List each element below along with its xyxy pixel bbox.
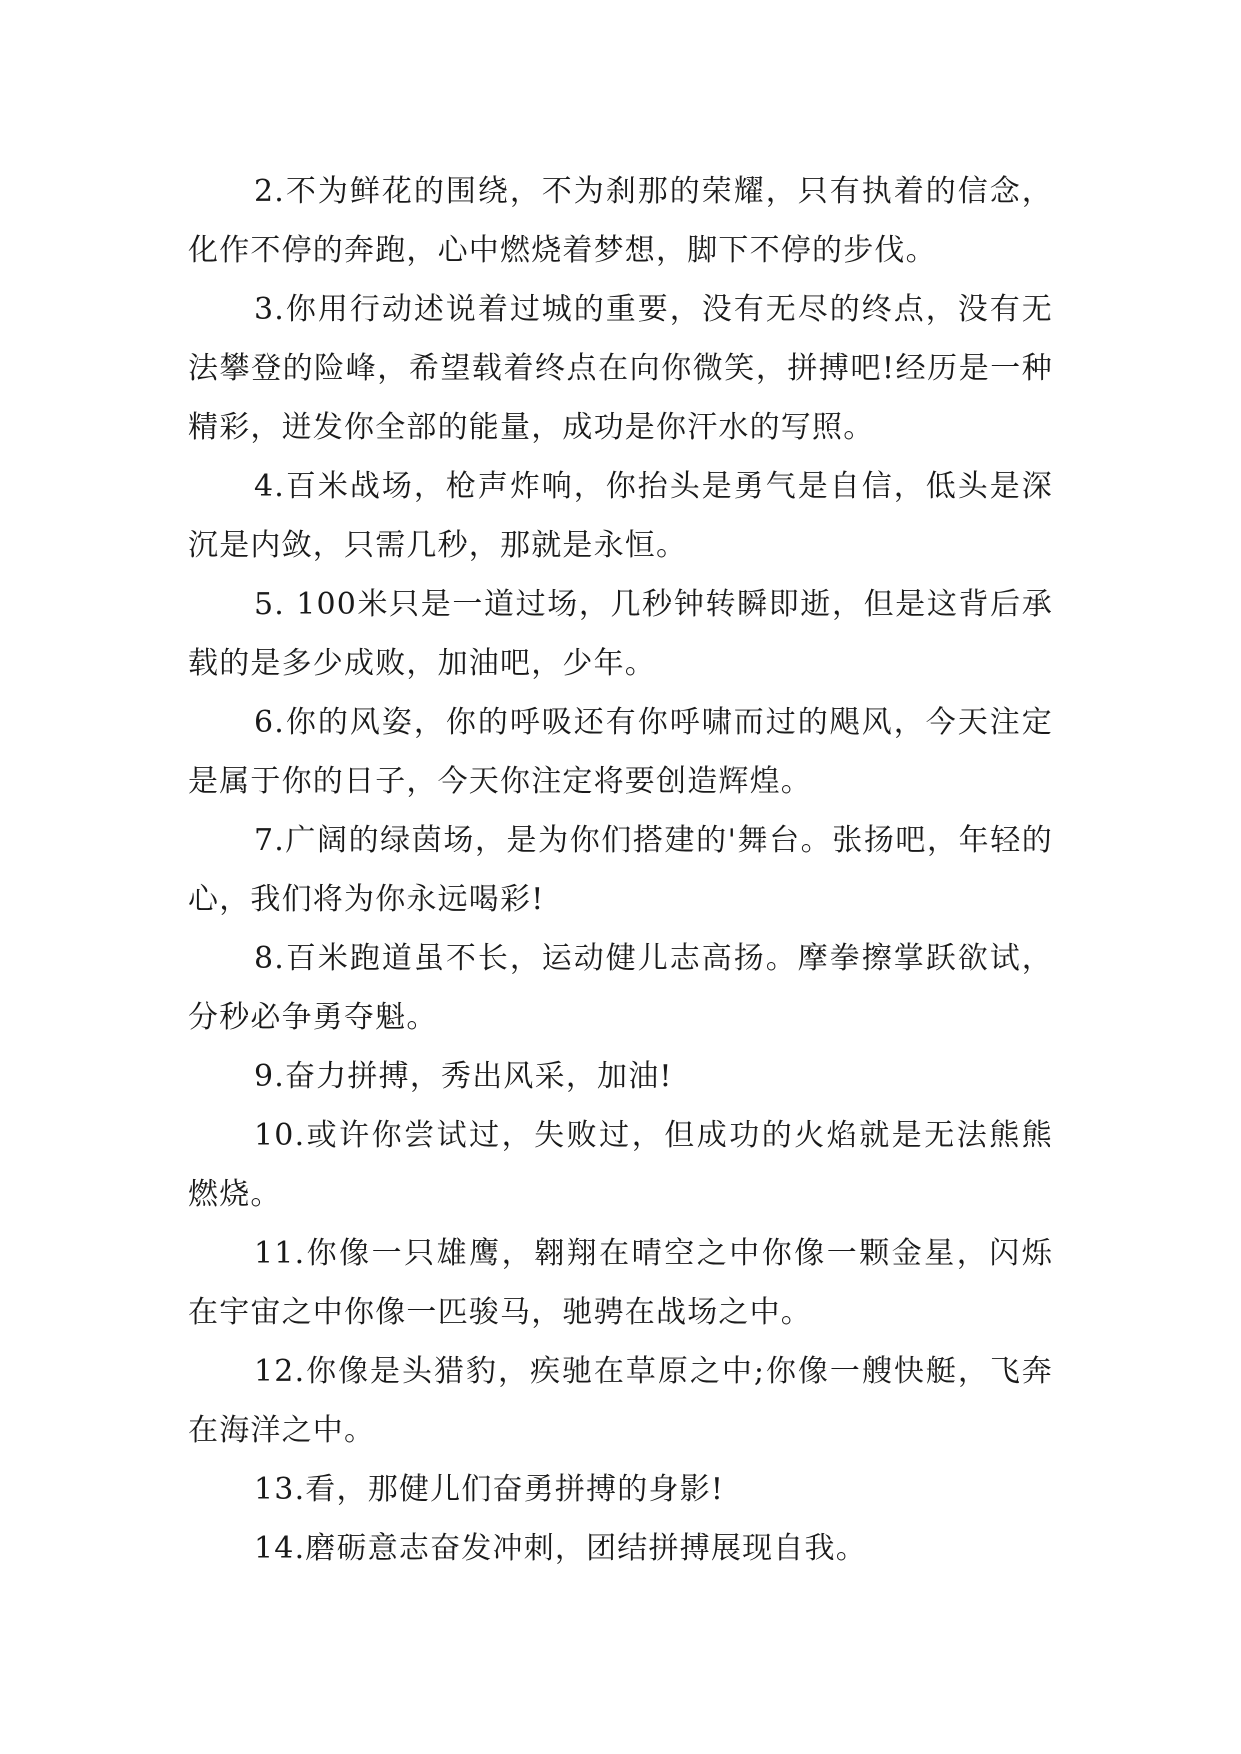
- paragraph-2: 2.不为鲜花的围绕，不为刹那的荣耀，只有执着的信念，化作不停的奔跑，心中燃烧着梦想，脚下不停的步伐。: [188, 174, 1053, 268]
- paragraph-5: 5. 100米只是一道过场，几秒钟转瞬即逝，但是这背后承载的是多少成败，加油吧，少年。: [188, 587, 1053, 681]
- document-body: [188, 162, 1053, 1578]
- paragraph-8: 8.百米跑道虽不长，运动健儿志高扬。摩拳擦掌跃欲试，分秒必争勇夺魁。: [188, 941, 1053, 1035]
- paragraph-3: 3.你用行动述说着过城的重要，没有无尽的终点，没有无法攀登的险峰，希望载着终点在向你微笑，拼搏吧!经历是一种精彩，迸发你全部的能量，成功是你汗水的写照。: [188, 292, 1053, 445]
- paragraph-4: 4.百米战场，枪声炸响，你抬头是勇气是自信，低头是深沉是内敛，只需几秒，那就是永恒。: [188, 469, 1053, 563]
- paragraph-7: 7.广阔的绿茵场，是为你们搭建的'舞台。张扬吧，年轻的心，我们将为你永远喝彩!: [188, 823, 1053, 917]
- paragraph-14: 14.磨砺意志奋发冲刺，团结拼搏展现自我。: [254, 1531, 867, 1566]
- paragraph-12: 12.你像是头猎豹，疾驰在草原之中;你像一艘快艇，飞奔在海洋之中。: [188, 1354, 1053, 1448]
- paragraph-10: 10.或许你尝试过，失败过，但成功的火焰就是无法熊熊燃烧。: [188, 1118, 1053, 1212]
- paragraph-9: 9.奋力拼搏，秀出风采，加油!: [254, 1059, 673, 1094]
- paragraph-6: 6.你的风姿，你的呼吸还有你呼啸而过的飓风，今天注定是属于你的日子，今天你注定将要创造辉煌。: [188, 705, 1053, 799]
- paragraph-13: 13.看，那健儿们奋勇拼搏的身影!: [254, 1472, 725, 1507]
- paragraph-11: 11.你像一只雄鹰，翱翔在晴空之中你像一颗金星，闪烁在宇宙之中你像一匹骏马，驰骋在战场之中。: [188, 1236, 1053, 1330]
